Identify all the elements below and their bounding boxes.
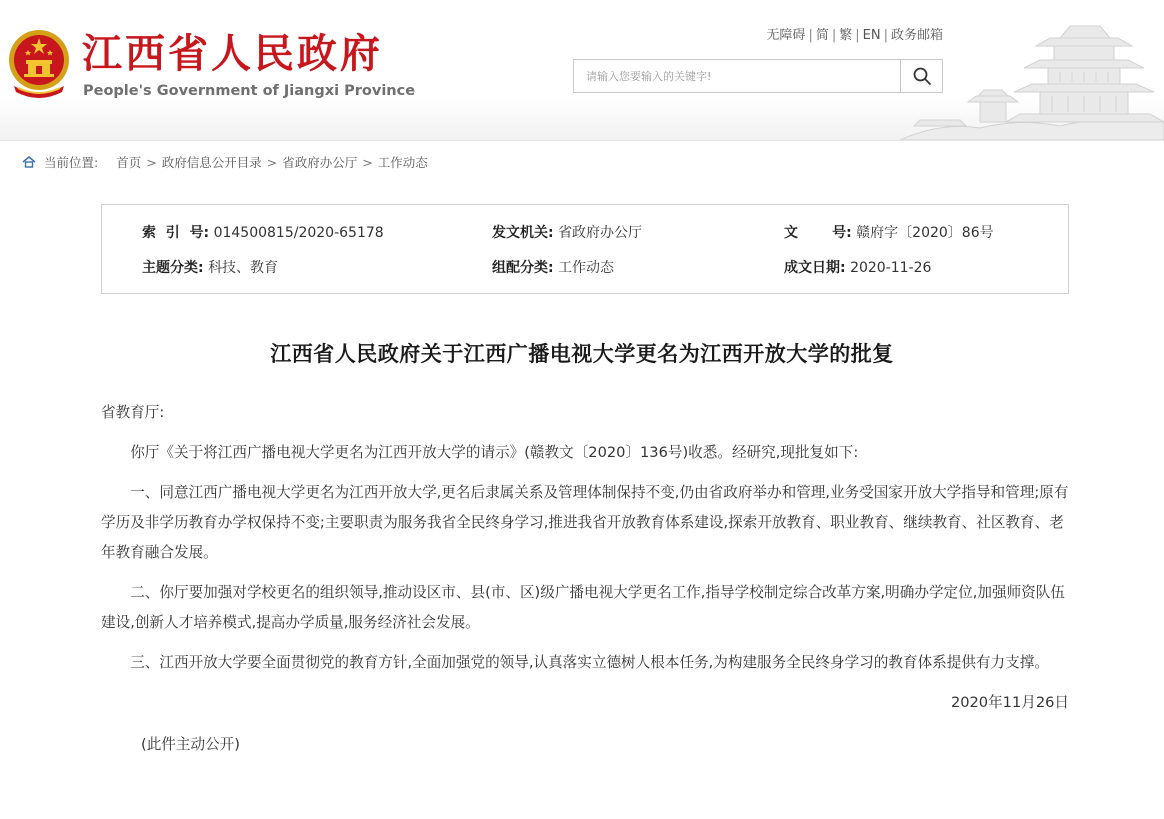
tengwang-pavilion-illustration <box>900 10 1164 140</box>
link-english[interactable]: EN <box>862 28 881 43</box>
meta-label: 主题分类: <box>142 260 204 276</box>
meta-value: 科技、教育 <box>208 260 279 276</box>
meta-label: 发文机关: <box>492 225 554 241</box>
document-meta-box <box>101 204 1069 294</box>
breadcrumb-label: 当前位置: <box>44 155 99 170</box>
national-emblem-icon[interactable] <box>6 26 72 102</box>
meta-label: 成文日期: <box>784 260 846 276</box>
search-box <box>573 59 943 93</box>
meta-category <box>492 258 614 278</box>
link-gov-mail[interactable]: 政务邮箱 <box>890 28 943 43</box>
meta-value: 014500815/2020-65178 <box>213 225 384 241</box>
publication-note: (此件主动公开) <box>141 736 240 753</box>
link-separator: | <box>808 28 813 43</box>
search-input[interactable] <box>574 60 894 92</box>
breadcrumb-general-office[interactable]: 省政府办公厅 <box>282 155 358 170</box>
breadcrumb-info-catalog[interactable]: 政府信息公开目录 <box>161 155 262 170</box>
site-title[interactable]: 江西省人民政府 <box>82 31 383 77</box>
link-separator: | <box>883 28 888 43</box>
meta-label: 文 号: <box>784 225 852 241</box>
meta-date <box>784 258 931 278</box>
paragraph-3: 三、江西开放大学要全面贯彻党的教育方针,全面加强党的领导,认真落实立德树人根本任务,为构建服务全民终身学习的教育体系提供有力支撑。 <box>130 654 1049 671</box>
link-simplified[interactable]: 简 <box>815 28 829 43</box>
breadcrumb-work-news[interactable]: 工作动态 <box>377 155 428 170</box>
meta-value: 省政府办公厅 <box>558 225 643 241</box>
paragraph-1: 一、同意江西广播电视大学更名为江西开放大学,更名后隶属关系及管理体制保持不变,仍由省政府举办和管理,业务受国家开放大学指导和管理;原有学历及非学历教育办学权保持不变;主要职责为服务我省全民终身学习,推进我省开放教育体系建设,探索开放教育、职业教育、继续教育、社区教育、老年教育融合发展。 <box>101 484 1069 561</box>
link-accessibility[interactable]: 无障碍 <box>766 28 806 43</box>
salutation: 省教育厅: <box>101 404 165 421</box>
breadcrumb <box>22 153 428 171</box>
breadcrumb-separator: > <box>266 154 278 170</box>
home-icon <box>22 155 36 169</box>
paragraph-intro: 你厅《关于将江西广播电视大学更名为江西开放大学的请示》(赣教文〔2020〕136号)收悉。经研究,现批复如下: <box>130 444 859 461</box>
breadcrumb-home[interactable]: 首页 <box>116 155 142 170</box>
meta-value: 工作动态 <box>558 260 615 276</box>
paragraph-2: 二、你厅要加强对学校更名的组织领导,推动设区市、县(市、区)级广播电视大学更名工作,指导学校制定综合改革方案,明确办学定位,加强师资队伍建设,创新人才培养模式,提高办学质量,服务经济社会发展。 <box>101 584 1065 631</box>
meta-topic <box>142 258 278 278</box>
document-body <box>101 398 1069 770</box>
meta-value: 赣府字〔2020〕86号 <box>856 225 994 241</box>
link-traditional[interactable]: 繁 <box>839 28 853 43</box>
link-separator: | <box>855 28 860 43</box>
meta-label: 索 引 号: <box>142 225 210 241</box>
meta-index-number <box>142 223 384 243</box>
signature-date: 2020年11月26日 <box>950 694 1069 711</box>
site-header <box>0 0 1164 141</box>
meta-label: 组配分类: <box>492 260 554 276</box>
site-subtitle-en: People's Government of Jiangxi Province <box>83 83 416 99</box>
breadcrumb-separator: > <box>362 154 373 170</box>
link-separator: | <box>831 28 837 43</box>
document-title: 江西省人民政府关于江西广播电视大学更名为江西开放大学的批复 <box>270 342 894 366</box>
meta-document-number <box>784 223 994 243</box>
breadcrumb-separator: > <box>146 154 157 170</box>
meta-issuer <box>492 223 642 243</box>
meta-value: 2020-11-26 <box>850 260 932 276</box>
